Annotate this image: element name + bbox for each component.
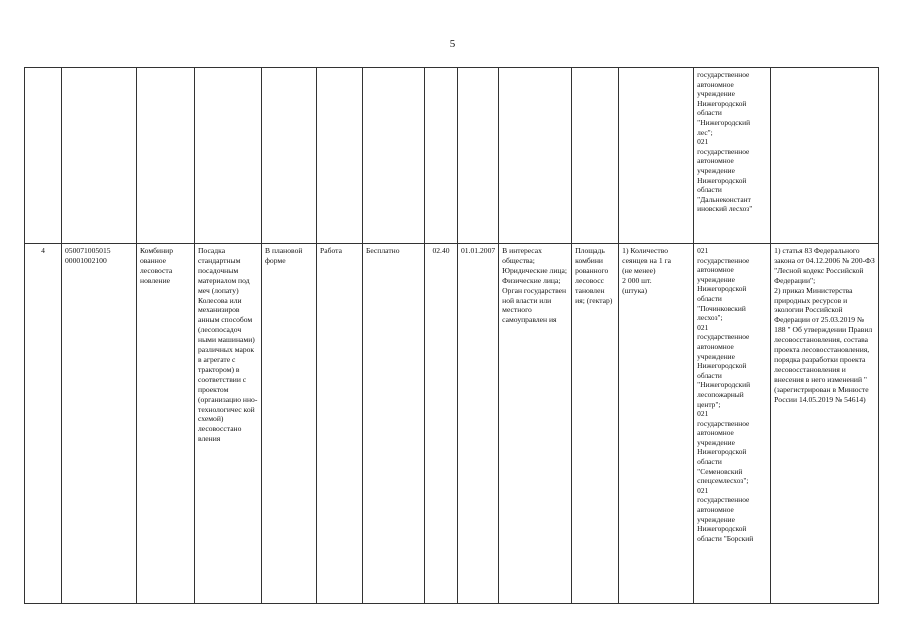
cell-empty	[771, 68, 879, 244]
institutions-text: 021 государственное автономное учреждение Нижегородской области "Починковский лесхоз"; 021 государственное автономное учреждение Нижегородской области "Нижегородский лесопожарный центр"; 021 государственное автономное учреждение Нижегородской области "Семеновский спецсемлесхоз"; 021 государственное автономное учреждение Нижегородской области "Борский	[697, 246, 754, 543]
cell-empty	[499, 68, 572, 244]
cell-row-number: 4	[25, 244, 62, 604]
table-row-4	[25, 244, 879, 604]
cell-empty	[195, 68, 262, 244]
cell-empty	[458, 68, 499, 244]
cell-institutions	[694, 244, 771, 604]
cell-empty	[572, 68, 619, 244]
cell-consumers: В интересах общества; Юридические лица; Физические лица; Орган государствен ной власти или местного самоуправлен ия	[499, 244, 572, 604]
legal-acts-text: 1) статья 83 Федерального закона от 04.12.2006 № 200-ФЗ "Лесной кодекс Российской Федерации"; 2) приказ Министерства природных ресурсов и экологии Российской Федерации от 25.03.2019 № 188 " Об утверждении Правил лесовосстановления, состава проекта лесовосстановления, порядка разработки проекта лесовосстановления и внесения в него изменений " (зарегистрирован в Минюсте России 14.05.2019 № 54614)	[774, 246, 875, 404]
cell-date: 01.01.2007	[458, 244, 499, 604]
cell-institutions-continued	[694, 68, 771, 244]
cell-indicator: Площадь комбини рованного лесовосс тановлен ия; (гектар)	[572, 244, 619, 604]
cell-empty	[317, 68, 363, 244]
cell-empty	[425, 68, 458, 244]
cell-empty	[619, 68, 694, 244]
cell-service-name: Комбинир ованное лесовоста новление	[137, 244, 195, 604]
cell-okved: 02.40	[425, 244, 458, 604]
cell-type: Работа	[317, 244, 363, 604]
page-number: 5	[449, 38, 456, 50]
cell-empty	[363, 68, 425, 244]
cell-service-content: Посадка стандартным посадочным материалом под меч (лопату) Колесова или механизиров анным способом (лесопосадоч ными машинами) различных марок в агрегате с трактором) в соответствии с проектом (организацио нно-технологичес кой схемой) лесовосстано вления	[195, 244, 262, 604]
volume-line: 1) Количество сеянцев на 1 га	[622, 246, 671, 265]
registry-table	[24, 67, 879, 604]
cell-empty	[62, 68, 137, 244]
cell-form: В плановой форме	[262, 244, 317, 604]
cell-volume	[619, 244, 694, 604]
cell-registry-code: 050071005015 00001002100	[62, 244, 137, 604]
table-row-continued	[25, 68, 879, 244]
cell-payment: Бесплатно	[363, 244, 425, 604]
volume-line: 2 000 шт.	[622, 275, 652, 285]
cell-empty	[137, 68, 195, 244]
cell-empty	[25, 68, 62, 244]
volume-line: (штука)	[622, 285, 648, 295]
volume-line: (не менее)	[622, 265, 656, 275]
cell-empty	[262, 68, 317, 244]
cell-legal-acts	[771, 244, 879, 604]
institutions-continued-text: государственное автономное учреждение Нижегородской области "Нижегородский лес"; 021 государственное автономное учреждение Нижегородской области "Дальнеконстант иновский лесхоз"	[697, 70, 753, 214]
